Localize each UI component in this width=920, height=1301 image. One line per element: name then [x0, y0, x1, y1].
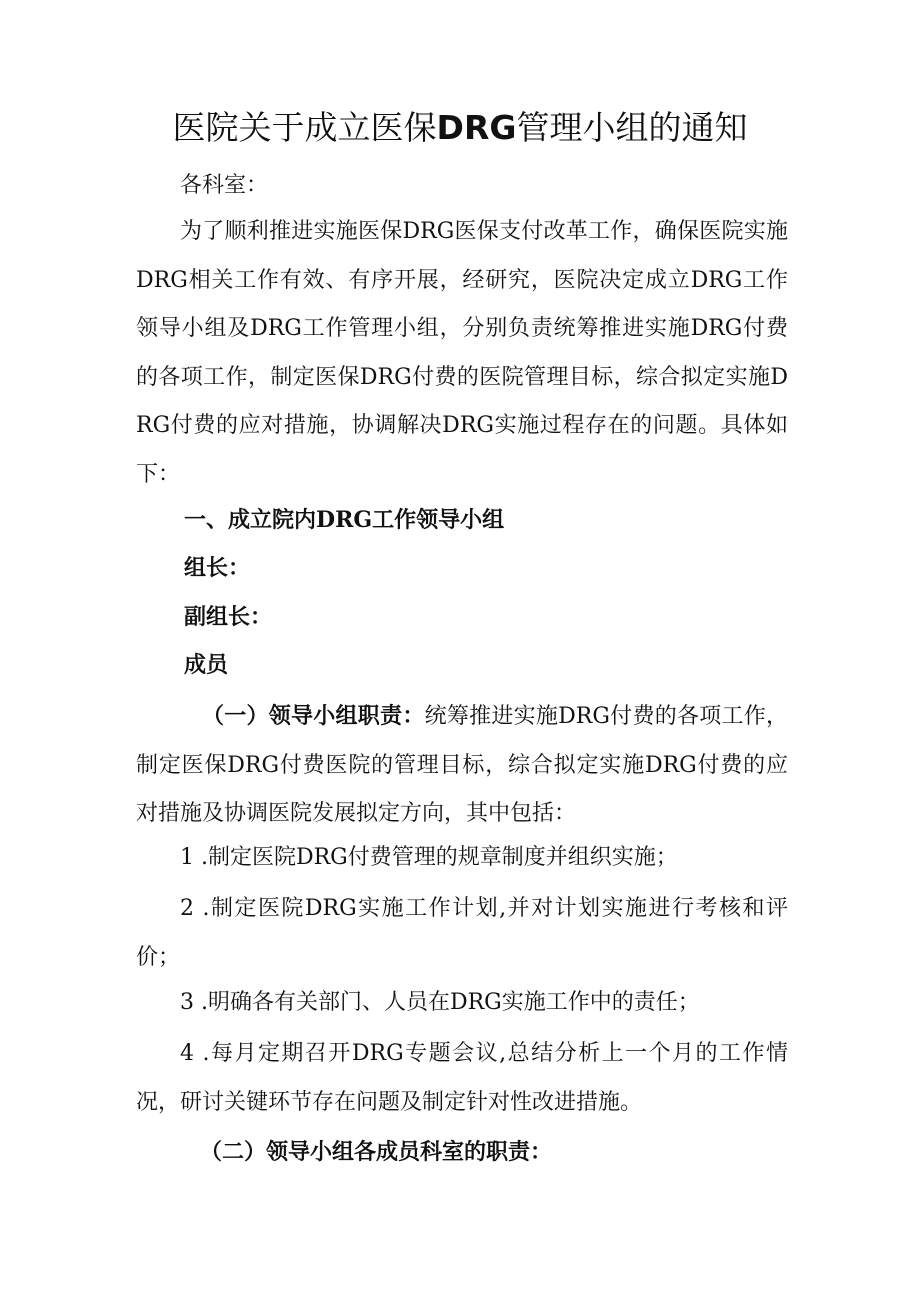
duty1-text: 统筹推进实施DRG付费的各项工作，制定医保DRG付费医院的管理目标，综合拟定实施DRG付费的应对措施及协调医院发展拟定方向，其中包括： [136, 704, 788, 826]
title-drg: DRG [436, 108, 517, 147]
list-item-2: 2 .制定医院DRG实施工作计划,并对计划实施进行考核和评价； [136, 896, 788, 970]
duty1-label: （一）领导小组职责： [202, 703, 425, 729]
section-heading-1: 一、成立院内DRG工作领导小组 [184, 507, 505, 533]
members-label: 成员 [184, 652, 229, 678]
document-title [0, 104, 920, 152]
duty1-paragraph [136, 692, 788, 839]
intro-paragraph: 为了顺利推进实施医保DRG医保支付改革工作，确保医院实施DRG相关工作有效、有序开展，经研究，医院决定成立DRG工作领导小组及DRG工作管理小组，分别负责统筹推进实施DRG付费的各项工作，制定医保DRG付费的医院管理目标，综合拟定实施DRG付费的应对措施，协调解决DRG实施过程存在的问题。具体如下： [136, 219, 788, 487]
list-item-1: 1 .制定医院DRG付费管理的规章制度并组织实施； [180, 845, 678, 870]
greeting: 各科室： [180, 173, 269, 198]
list-item-4: 4 .每月定期召开DRG专题会议,总结分析上一个月的工作情况，研讨关键环节存在问题及制定针对性改进措施。 [136, 1041, 788, 1115]
deputy-leader-label: 副组长： [184, 604, 273, 630]
title-prefix: 医院关于成立医保 [172, 108, 437, 147]
list-item-3: 3 .明确各有关部门、人员在DRG实施工作中的责任； [180, 990, 700, 1015]
leader-label: 组长： [184, 555, 251, 581]
duty2-heading: （二）领导小组各成员科室的职责： [200, 1139, 553, 1165]
title-suffix: 管理小组的通知 [516, 108, 748, 147]
